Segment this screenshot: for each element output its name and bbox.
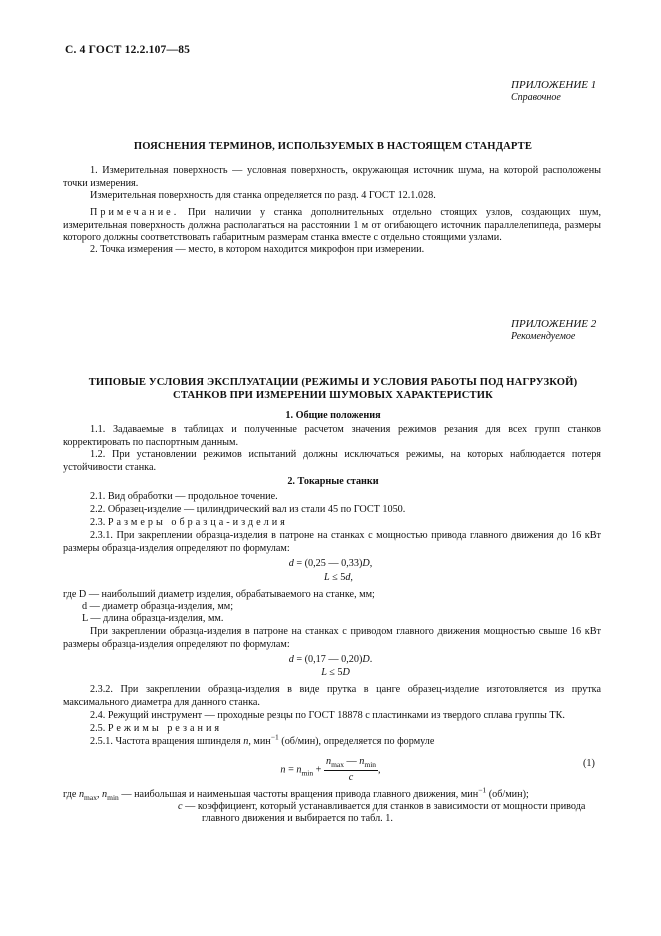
eq-nmin: n: [296, 764, 302, 776]
item-2-5-number: 2.5.: [90, 723, 106, 734]
definition-L: L — длина образца-изделия, мм.: [82, 613, 224, 624]
eq-denominator: c: [348, 771, 354, 783]
equation-number: (1): [583, 758, 595, 769]
item-2-5: [90, 723, 222, 736]
appendix-1-title: ПРИЛОЖЕНИЕ 1: [511, 79, 597, 91]
formula-1-line-1: [0, 558, 661, 571]
where-max: max: [84, 793, 97, 803]
appendix-1-label: [511, 79, 596, 104]
where-line-2: [178, 801, 585, 814]
appendix-2-label: [511, 318, 596, 343]
eq-num-min: min: [364, 760, 377, 770]
where-n2: n: [102, 789, 108, 800]
formula-1-d2: d: [345, 572, 351, 583]
item-2-5-1-sup: −1: [270, 732, 279, 742]
where-text-1: наибольшая и наименьшая частоты вращения привода главного движения, мин: [134, 789, 479, 800]
where-sup: −1: [478, 785, 487, 795]
formula-1-end: ,: [350, 572, 353, 583]
where-min: min: [107, 793, 119, 803]
formula-2-line-2: [0, 667, 661, 680]
where-dash: —: [121, 789, 132, 800]
formula-1-comma: ,: [369, 558, 373, 569]
section-1-paragraph-2: 1.2. При установлении режимов испытаний должны исключаться режимы, на которых наблюдается потеря устойчивости станка.: [63, 449, 601, 473]
item-2-5-1-tail: (об/мин), определяется по формуле: [278, 736, 435, 747]
appendix-2-heading: [65, 376, 601, 402]
appendix-1-note: [63, 207, 601, 245]
formula-1-D: D: [362, 558, 370, 569]
where-lead: где: [63, 789, 77, 800]
eq-nmin-sub: min: [301, 768, 314, 778]
appendix-2-heading-line-2: СТАНКОВ ПРИ ИЗМЕРЕНИИ ШУМОВЫХ ХАРАКТЕРИСТИК: [173, 390, 493, 401]
formula-1-d: d: [288, 558, 294, 569]
item-2-1: 2.1. Вид обработки — продольное точение.: [90, 491, 278, 502]
formula-2-D: D: [362, 654, 370, 665]
item-2-3-number: 2.3.: [90, 517, 106, 528]
note-text: При наличии у станка дополнительных отдельно стоящих узлов, создающих шум, измерительная поверхность должна располагаться на расстоянии 1 м от огибающего источник параллелепипеда, размеры которого должны соответствовать габаритным размерам станка вместе с отдельно стоящими узлами.: [63, 207, 602, 244]
formula-2-line-1: [0, 654, 661, 667]
formula-1-L: L: [324, 572, 330, 583]
item-2-5-1-n: n: [243, 736, 249, 747]
where-line-3: главного движения и выбирается по табл. 1.: [202, 813, 393, 824]
eq-num-n1: n: [325, 756, 332, 767]
eq-fraction: [324, 756, 378, 784]
where-dash-2: —: [185, 801, 196, 812]
where-text-1b: (об/мин);: [488, 789, 529, 800]
section-1-title: 1. Общие положения: [285, 410, 381, 421]
item-2-5-title: Режимы резания: [107, 723, 223, 734]
where-line-1: [63, 785, 529, 803]
section-2-title: 2. Токарные станки: [287, 476, 379, 487]
appendix-1-heading: ПОЯСНЕНИЯ ТЕРМИНОВ, ИСПОЛЬЗУЕМЫХ В НАСТОЯЩЕМ СТАНДАРТЕ: [133, 141, 533, 152]
eq-plus: +: [315, 764, 322, 776]
formula-2-range: = (0,17 — 0,20): [296, 654, 363, 665]
item-2-3-title: Размеры образца-изделия: [107, 517, 288, 528]
formula-1-range: = (0,25 — 0,33): [296, 558, 363, 569]
section-1-paragraph-1: 1.1. Задаваемые в таблицах и полученные расчетом значения режимов резания для всех групп станков корректировать по паспортным данным.: [63, 424, 601, 448]
appendix-1-status: Справочное: [511, 92, 561, 103]
formula-2-end: .: [369, 654, 373, 665]
eq-num-minus: —: [346, 756, 357, 767]
eq-n: n: [280, 764, 286, 776]
equation-1: [0, 756, 661, 784]
eq-comma: ,: [378, 764, 381, 776]
definition-D: где D — наибольший диаметр изделия, обрабатываемого на станке, мм;: [63, 589, 375, 600]
formula-1-le: ≤ 5: [332, 572, 346, 583]
eq-num-n2: n: [359, 756, 365, 767]
item-2-5-1: [90, 732, 435, 749]
appendix-1-paragraph-2: Измерительная поверхность для станка определяется по разд. 4 ГОСТ 12.1.028.: [90, 190, 436, 201]
eq-num-max: max: [331, 760, 344, 770]
item-2-3: [90, 517, 288, 530]
appendix-2-title: ПРИЛОЖЕНИЕ 2: [511, 318, 597, 330]
appendix-1-paragraph-1: 1. Измерительная поверхность — условная поверхность, окружающая источник шума, на которой расположены точки измерения.: [63, 165, 601, 189]
formula-1-line-2: [0, 572, 661, 585]
formula-2-L: L: [321, 667, 327, 678]
item-2-5-1-unit: , мин: [248, 736, 271, 747]
formula-2-d: d: [288, 654, 294, 665]
appendix-2-status: Рекомендуемое: [511, 331, 576, 342]
where-c: c: [178, 801, 183, 812]
eq-equals: =: [288, 764, 294, 776]
note-lead: Примечание.: [90, 207, 180, 218]
eq-numerator: [324, 756, 378, 771]
item-2-3-1: 2.3.1. При закреплении образца-изделия в патроне на станках с мощностью привода главного движения до 16 кВт размеры образца-изделия определяют по формулам:: [63, 530, 601, 554]
formula-2-le: ≤ 5: [329, 667, 343, 678]
formula-2-D2: D: [342, 667, 350, 678]
item-2-3-2: 2.3.2. При закреплении образца-изделия в виде прутка в цанге образец-изделие изготовляется из прутка максимального диаметра для данного станка.: [63, 684, 601, 708]
definition-d: d — диаметр образца-изделия, мм;: [82, 601, 234, 612]
where-n1: n: [78, 789, 85, 800]
item-2-5-1-text: 2.5.1. Частота вращения шпинделя: [90, 736, 241, 747]
page-header: С. 4 ГОСТ 12.2.107—85: [65, 44, 191, 56]
where-sep: ,: [96, 789, 100, 800]
where-text-2a: коэффициент, который устанавливается для станков в зависимости от мощности привода: [197, 801, 586, 812]
item-2-3-1-continued: При закреплении образца-изделия в патроне на станках с приводом главного движения мощностью свыше 16 кВт размеры образца-изделия определяют по формулам:: [63, 626, 601, 650]
appendix-1-paragraph-4: 2. Точка измерения — место, в котором находится микрофон при измерении.: [90, 244, 425, 255]
appendix-2-heading-line-1: ТИПОВЫЕ УСЛОВИЯ ЭКСПЛУАТАЦИИ (РЕЖИМЫ И УСЛОВИЯ РАБОТЫ ПОД НАГРУЗКОЙ): [88, 377, 578, 388]
item-2-2: 2.2. Образец-изделие — цилиндрический вал из стали 45 по ГОСТ 1050.: [90, 504, 406, 515]
item-2-4: 2.4. Режущий инструмент — проходные резцы по ГОСТ 18878 с пластинками из твердого сплава группы ТК.: [90, 710, 565, 721]
